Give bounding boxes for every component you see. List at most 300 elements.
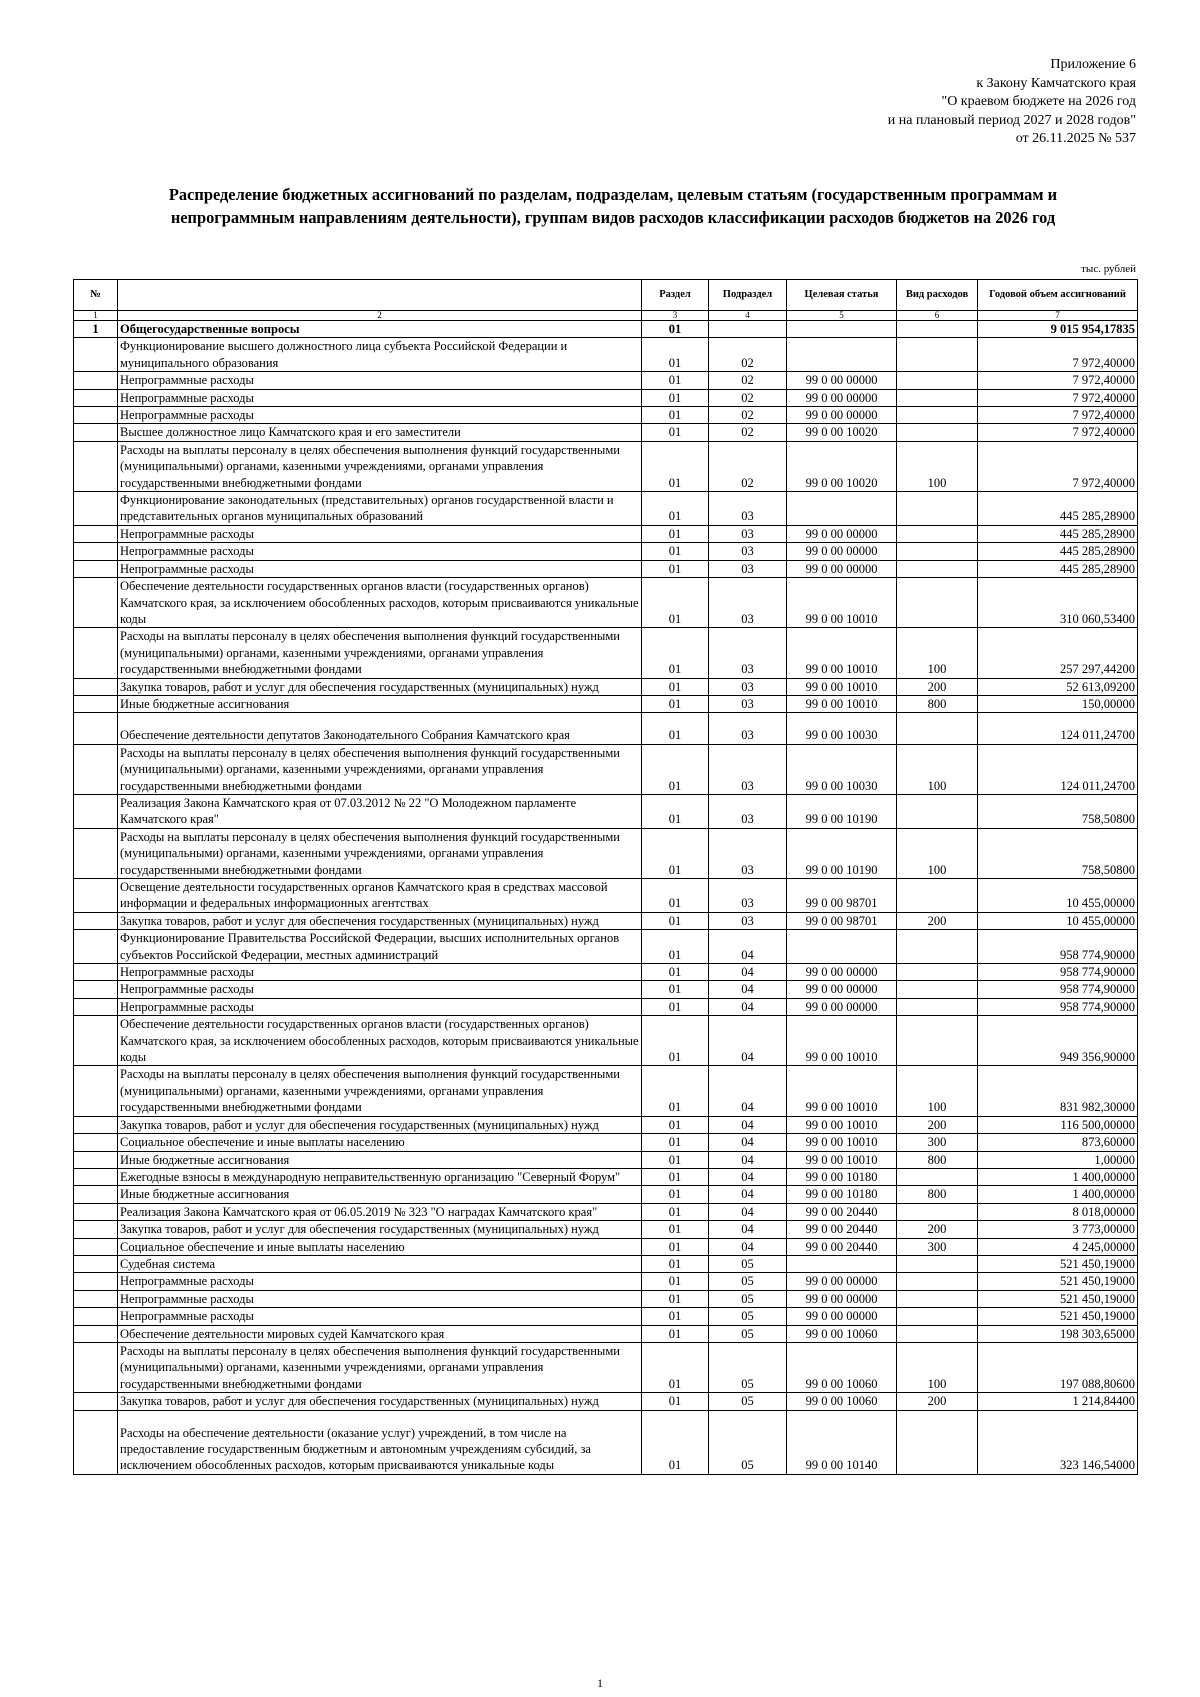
table-row bbox=[74, 1393, 1138, 1410]
row-number bbox=[74, 1134, 118, 1151]
table-row bbox=[74, 1273, 1138, 1290]
row-number bbox=[74, 1203, 118, 1220]
row-number bbox=[74, 1308, 118, 1325]
row-razdel: 01 bbox=[642, 1393, 709, 1410]
row-number bbox=[74, 1255, 118, 1272]
row-razdel: 01 bbox=[642, 407, 709, 424]
row-name: Закупка товаров, работ и услуг для обеспечения государственных (муниципальных) нужд bbox=[118, 912, 642, 929]
col-number: 6 bbox=[897, 311, 978, 321]
row-expense-type: 100 bbox=[897, 441, 978, 491]
table-row bbox=[74, 1410, 1138, 1474]
row-name: Непрограммные расходы bbox=[118, 998, 642, 1015]
row-amount: 1 214,84400 bbox=[978, 1393, 1138, 1410]
row-amount: 9 015 954,17835 bbox=[978, 321, 1138, 338]
row-expense-type bbox=[897, 1255, 978, 1272]
row-target: 99 0 00 10010 bbox=[787, 578, 897, 628]
row-razdel: 01 bbox=[642, 912, 709, 929]
row-name: Непрограммные расходы bbox=[118, 981, 642, 998]
row-podrazdel: 02 bbox=[709, 441, 787, 491]
row-name: Реализация Закона Камчатского края от 07.03.2012 № 22 "О Молодежном парламенте Камчатского края" bbox=[118, 794, 642, 828]
table-row bbox=[74, 1134, 1138, 1151]
row-expense-type bbox=[897, 1325, 978, 1342]
row-amount: 7 972,40000 bbox=[978, 372, 1138, 389]
row-razdel: 01 bbox=[642, 1168, 709, 1185]
table-row bbox=[74, 713, 1138, 744]
row-razdel: 01 bbox=[642, 1134, 709, 1151]
row-name: Расходы на выплаты персоналу в целях обеспечения выполнения функций государственными (муниципальными) органами, казенными учреждениями, органами управления государственными внебюджетными фондами bbox=[118, 628, 642, 678]
annex-line: от 26.11.2025 № 537 bbox=[1015, 131, 1136, 146]
table-row bbox=[74, 879, 1138, 913]
row-expense-type bbox=[897, 794, 978, 828]
row-number bbox=[74, 407, 118, 424]
table-row bbox=[74, 1221, 1138, 1238]
row-amount: 10 455,00000 bbox=[978, 879, 1138, 913]
row-target: 99 0 00 00000 bbox=[787, 543, 897, 560]
row-razdel: 01 bbox=[642, 1238, 709, 1255]
row-amount: 949 356,90000 bbox=[978, 1016, 1138, 1066]
row-number bbox=[74, 1342, 118, 1392]
row-number bbox=[74, 578, 118, 628]
row-razdel: 01 bbox=[642, 828, 709, 878]
row-name: Расходы на выплаты персоналу в целях обеспечения выполнения функций государственными (муниципальными) органами, казенными учреждениями, органами управления государственными внебюджетными фондами bbox=[118, 744, 642, 794]
row-expense-type bbox=[897, 407, 978, 424]
table-row bbox=[74, 1168, 1138, 1185]
row-expense-type: 200 bbox=[897, 1221, 978, 1238]
row-name: Закупка товаров, работ и услуг для обеспечения государственных (муниципальных) нужд bbox=[118, 1221, 642, 1238]
row-name: Расходы на выплаты персоналу в целях обеспечения выполнения функций государственными (муниципальными) органами, казенными учреждениями, органами управления государственными внебюджетными фондами bbox=[118, 1342, 642, 1392]
row-expense-type: 300 bbox=[897, 1238, 978, 1255]
row-expense-type: 100 bbox=[897, 628, 978, 678]
row-number bbox=[74, 1168, 118, 1185]
row-amount: 197 088,80600 bbox=[978, 1342, 1138, 1392]
row-target: 99 0 00 10010 bbox=[787, 1016, 897, 1066]
row-podrazdel: 05 bbox=[709, 1393, 787, 1410]
row-name: Непрограммные расходы bbox=[118, 543, 642, 560]
row-name: Непрограммные расходы bbox=[118, 1273, 642, 1290]
table-row bbox=[74, 678, 1138, 695]
row-target: 99 0 00 00000 bbox=[787, 1308, 897, 1325]
row-amount: 8 018,00000 bbox=[978, 1203, 1138, 1220]
table-row bbox=[74, 492, 1138, 526]
row-target: 99 0 00 00000 bbox=[787, 407, 897, 424]
table-row bbox=[74, 525, 1138, 542]
row-amount: 758,50800 bbox=[978, 794, 1138, 828]
row-podrazdel: 02 bbox=[709, 389, 787, 406]
row-expense-type bbox=[897, 543, 978, 560]
row-name: Непрограммные расходы bbox=[118, 407, 642, 424]
row-name: Закупка товаров, работ и услуг для обеспечения государственных (муниципальных) нужд bbox=[118, 678, 642, 695]
row-amount: 124 011,24700 bbox=[978, 744, 1138, 794]
row-razdel: 01 bbox=[642, 1203, 709, 1220]
row-name: Расходы на выплаты персоналу в целях обеспечения выполнения функций государственными (муниципальными) органами, казенными учреждениями, органами управления государственными внебюджетными фондами bbox=[118, 828, 642, 878]
row-expense-type: 100 bbox=[897, 828, 978, 878]
row-podrazdel: 04 bbox=[709, 1066, 787, 1116]
row-podrazdel: 03 bbox=[709, 525, 787, 542]
row-target: 99 0 00 00000 bbox=[787, 1290, 897, 1307]
table-row bbox=[74, 828, 1138, 878]
table-row bbox=[74, 578, 1138, 628]
row-number bbox=[74, 713, 118, 744]
row-number bbox=[74, 1016, 118, 1066]
row-razdel: 01 bbox=[642, 1290, 709, 1307]
row-razdel: 01 bbox=[642, 1342, 709, 1392]
table-row bbox=[74, 1238, 1138, 1255]
column-numbers-row bbox=[74, 311, 1138, 321]
row-expense-type: 200 bbox=[897, 1393, 978, 1410]
table-row bbox=[74, 560, 1138, 577]
row-target: 99 0 00 10010 bbox=[787, 1134, 897, 1151]
row-podrazdel: 03 bbox=[709, 543, 787, 560]
row-amount: 958 774,90000 bbox=[978, 964, 1138, 981]
row-number bbox=[74, 1290, 118, 1307]
col-number: 3 bbox=[642, 311, 709, 321]
row-target: 99 0 00 10190 bbox=[787, 794, 897, 828]
page-number: 1 bbox=[597, 1676, 603, 1690]
row-expense-type bbox=[897, 372, 978, 389]
row-name: Непрограммные расходы bbox=[118, 560, 642, 577]
row-expense-type bbox=[897, 578, 978, 628]
table-row bbox=[74, 1116, 1138, 1133]
row-amount: 445 285,28900 bbox=[978, 492, 1138, 526]
col-number: 7 bbox=[978, 311, 1138, 321]
row-name: Закупка товаров, работ и услуг для обеспечения государственных (муниципальных) нужд bbox=[118, 1393, 642, 1410]
table-row bbox=[74, 1186, 1138, 1203]
row-name: Реализация Закона Камчатского края от 06.05.2019 № 323 "О наградах Камчатского края" bbox=[118, 1203, 642, 1220]
row-name: Обеспечение деятельности мировых судей Камчатского края bbox=[118, 1325, 642, 1342]
row-podrazdel: 04 bbox=[709, 1203, 787, 1220]
row-name: Обеспечение деятельности депутатов Законодательного Собрания Камчатского края bbox=[118, 713, 642, 744]
row-razdel: 01 bbox=[642, 678, 709, 695]
row-podrazdel: 02 bbox=[709, 424, 787, 441]
row-number bbox=[74, 981, 118, 998]
table-row bbox=[74, 981, 1138, 998]
table-row bbox=[74, 1203, 1138, 1220]
row-podrazdel: 02 bbox=[709, 372, 787, 389]
row-podrazdel bbox=[709, 321, 787, 338]
row-amount: 10 455,00000 bbox=[978, 912, 1138, 929]
row-expense-type bbox=[897, 1016, 978, 1066]
row-amount: 52 613,09200 bbox=[978, 678, 1138, 695]
row-name: Обеспечение деятельности государственных органов власти (государственных органов) Камчатского края, за исключением обособленных расходов, которым присваиваются уникальные коды bbox=[118, 1016, 642, 1066]
row-razdel: 01 bbox=[642, 1116, 709, 1133]
table-row bbox=[74, 389, 1138, 406]
row-expense-type bbox=[897, 981, 978, 998]
row-target: 99 0 00 10010 bbox=[787, 1066, 897, 1116]
row-podrazdel: 02 bbox=[709, 407, 787, 424]
row-number bbox=[74, 492, 118, 526]
row-name: Закупка товаров, работ и услуг для обеспечения государственных (муниципальных) нужд bbox=[118, 1116, 642, 1133]
row-podrazdel: 05 bbox=[709, 1273, 787, 1290]
row-expense-type: 100 bbox=[897, 1066, 978, 1116]
col-header-amount: Годовой объем ассигнований bbox=[978, 280, 1138, 311]
row-target: 99 0 00 10010 bbox=[787, 628, 897, 678]
row-podrazdel: 05 bbox=[709, 1308, 787, 1325]
row-name: Непрограммные расходы bbox=[118, 1290, 642, 1307]
row-target: 99 0 00 98701 bbox=[787, 912, 897, 929]
row-razdel: 01 bbox=[642, 424, 709, 441]
row-target: 99 0 00 00000 bbox=[787, 372, 897, 389]
row-name: Непрограммные расходы bbox=[118, 1308, 642, 1325]
table-row bbox=[74, 695, 1138, 712]
row-razdel: 01 bbox=[642, 543, 709, 560]
row-expense-type bbox=[897, 1410, 978, 1474]
row-number bbox=[74, 525, 118, 542]
table-row bbox=[74, 1342, 1138, 1392]
row-name: Непрограммные расходы bbox=[118, 372, 642, 389]
row-podrazdel: 04 bbox=[709, 930, 787, 964]
row-podrazdel: 04 bbox=[709, 1221, 787, 1238]
row-podrazdel: 03 bbox=[709, 492, 787, 526]
units-label: тыс. рублей bbox=[1081, 263, 1136, 275]
row-amount: 310 060,53400 bbox=[978, 578, 1138, 628]
table-row bbox=[74, 964, 1138, 981]
col-header-target: Целевая статья bbox=[787, 280, 897, 311]
table-row bbox=[74, 441, 1138, 491]
row-amount: 958 774,90000 bbox=[978, 981, 1138, 998]
row-podrazdel: 03 bbox=[709, 912, 787, 929]
row-razdel: 01 bbox=[642, 389, 709, 406]
row-name: Высшее должностное лицо Камчатского края и его заместители bbox=[118, 424, 642, 441]
row-target bbox=[787, 1255, 897, 1272]
row-expense-type: 100 bbox=[897, 744, 978, 794]
row-target: 99 0 00 10180 bbox=[787, 1186, 897, 1203]
row-expense-type: 800 bbox=[897, 1151, 978, 1168]
table-row bbox=[74, 1325, 1138, 1342]
annex-line: "О краевом бюджете на 2026 год bbox=[941, 94, 1136, 109]
row-expense-type bbox=[897, 1290, 978, 1307]
row-target: 99 0 00 20440 bbox=[787, 1203, 897, 1220]
row-number bbox=[74, 912, 118, 929]
annex-line: к Закону Камчатского края bbox=[976, 75, 1136, 91]
row-expense-type bbox=[897, 998, 978, 1015]
row-expense-type bbox=[897, 338, 978, 372]
row-podrazdel: 03 bbox=[709, 578, 787, 628]
row-target: 99 0 00 10140 bbox=[787, 1410, 897, 1474]
row-amount: 7 972,40000 bbox=[978, 389, 1138, 406]
row-expense-type bbox=[897, 964, 978, 981]
row-expense-type bbox=[897, 1308, 978, 1325]
table-row bbox=[74, 407, 1138, 424]
row-target: 99 0 00 00000 bbox=[787, 389, 897, 406]
row-amount: 7 972,40000 bbox=[978, 424, 1138, 441]
annex-line: и на плановый период 2027 и 2028 годов" bbox=[887, 112, 1136, 128]
row-number bbox=[74, 560, 118, 577]
row-expense-type bbox=[897, 713, 978, 744]
row-target: 99 0 00 10030 bbox=[787, 713, 897, 744]
row-number bbox=[74, 744, 118, 794]
row-amount: 1 400,00000 bbox=[978, 1186, 1138, 1203]
table-row bbox=[74, 1016, 1138, 1066]
row-name: Непрограммные расходы bbox=[118, 525, 642, 542]
row-name: Функционирование Правительства Российской Федерации, высших исполнительных органов субъектов Российской Федерации, местных администраций bbox=[118, 930, 642, 964]
row-razdel: 01 bbox=[642, 321, 709, 338]
row-number bbox=[74, 998, 118, 1015]
table-row bbox=[74, 628, 1138, 678]
table-row bbox=[74, 744, 1138, 794]
row-amount: 4 245,00000 bbox=[978, 1238, 1138, 1255]
row-target bbox=[787, 321, 897, 338]
row-razdel: 01 bbox=[642, 695, 709, 712]
row-name: Ежегодные взносы в международную неправительственную организацию "Северный Форум" bbox=[118, 1168, 642, 1185]
row-amount: 257 297,44200 bbox=[978, 628, 1138, 678]
row-razdel: 01 bbox=[642, 578, 709, 628]
row-amount: 3 773,00000 bbox=[978, 1221, 1138, 1238]
row-number bbox=[74, 441, 118, 491]
row-target: 99 0 00 10010 bbox=[787, 695, 897, 712]
annex-line: Приложение 6 bbox=[1050, 57, 1136, 72]
table-row bbox=[74, 930, 1138, 964]
row-razdel: 01 bbox=[642, 492, 709, 526]
row-target: 99 0 00 10060 bbox=[787, 1393, 897, 1410]
row-number bbox=[74, 930, 118, 964]
row-name: Непрограммные расходы bbox=[118, 964, 642, 981]
row-razdel: 01 bbox=[642, 713, 709, 744]
row-expense-type bbox=[897, 424, 978, 441]
row-expense-type bbox=[897, 930, 978, 964]
row-number bbox=[74, 1393, 118, 1410]
row-razdel: 01 bbox=[642, 1151, 709, 1168]
row-number bbox=[74, 424, 118, 441]
row-podrazdel: 03 bbox=[709, 713, 787, 744]
row-expense-type bbox=[897, 525, 978, 542]
row-target bbox=[787, 930, 897, 964]
row-target: 99 0 00 10010 bbox=[787, 678, 897, 695]
row-podrazdel: 05 bbox=[709, 1290, 787, 1307]
row-target: 99 0 00 10020 bbox=[787, 441, 897, 491]
col-header-razdel: Раздел bbox=[642, 280, 709, 311]
table-row bbox=[74, 1066, 1138, 1116]
row-amount: 758,50800 bbox=[978, 828, 1138, 878]
row-expense-type bbox=[897, 560, 978, 577]
row-podrazdel: 05 bbox=[709, 1255, 787, 1272]
row-name: Иные бюджетные ассигнования bbox=[118, 695, 642, 712]
row-amount: 1 400,00000 bbox=[978, 1168, 1138, 1185]
row-podrazdel: 03 bbox=[709, 628, 787, 678]
row-razdel: 01 bbox=[642, 628, 709, 678]
row-razdel: 01 bbox=[642, 964, 709, 981]
row-target: 99 0 00 10180 bbox=[787, 1168, 897, 1185]
row-target: 99 0 00 10010 bbox=[787, 1151, 897, 1168]
row-podrazdel: 03 bbox=[709, 794, 787, 828]
row-amount: 521 450,19000 bbox=[978, 1308, 1138, 1325]
row-amount: 7 972,40000 bbox=[978, 407, 1138, 424]
table-row bbox=[74, 424, 1138, 441]
row-target: 99 0 00 00000 bbox=[787, 525, 897, 542]
row-amount: 1,00000 bbox=[978, 1151, 1138, 1168]
row-amount: 116 500,00000 bbox=[978, 1116, 1138, 1133]
row-expense-type: 200 bbox=[897, 678, 978, 695]
row-name: Общегосударственные вопросы bbox=[118, 321, 642, 338]
row-target bbox=[787, 492, 897, 526]
row-name: Освещение деятельности государственных органов Камчатского края в средствах массовой информации и федеральных информационных агентствах bbox=[118, 879, 642, 913]
row-amount: 198 303,65000 bbox=[978, 1325, 1138, 1342]
row-number bbox=[74, 964, 118, 981]
row-razdel: 01 bbox=[642, 1255, 709, 1272]
row-podrazdel: 04 bbox=[709, 1116, 787, 1133]
annex-block bbox=[888, 56, 1136, 149]
row-number bbox=[74, 879, 118, 913]
document-title: Распределение бюджетных ассигнований по разделам, подразделам, целевым статьям (государственным программам и непрограммным направлениям деятельности), группам видов расходов классификации расходов бюджетов на 2026 год bbox=[168, 185, 1058, 227]
row-number bbox=[74, 1325, 118, 1342]
row-target: 99 0 00 98701 bbox=[787, 879, 897, 913]
row-amount: 150,00000 bbox=[978, 695, 1138, 712]
row-number bbox=[74, 1273, 118, 1290]
row-razdel: 01 bbox=[642, 441, 709, 491]
row-amount: 445 285,28900 bbox=[978, 543, 1138, 560]
row-podrazdel: 02 bbox=[709, 338, 787, 372]
col-header-expense-type: Вид расходов bbox=[897, 280, 978, 311]
row-target: 99 0 00 00000 bbox=[787, 1273, 897, 1290]
row-number bbox=[74, 1151, 118, 1168]
row-amount: 323 146,54000 bbox=[978, 1410, 1138, 1474]
row-podrazdel: 04 bbox=[709, 998, 787, 1015]
row-razdel: 01 bbox=[642, 1186, 709, 1203]
row-razdel: 01 bbox=[642, 1325, 709, 1342]
row-amount: 521 450,19000 bbox=[978, 1255, 1138, 1272]
row-target: 99 0 00 00000 bbox=[787, 998, 897, 1015]
row-razdel: 01 bbox=[642, 560, 709, 577]
row-name: Расходы на обеспечение деятельности (оказание услуг) учреждений, в том числе на предоставление государственным бюджетным и автономным учреждениям субсидий, за исключением обособленных расходов, которым присваиваются уникальные коды bbox=[118, 1410, 642, 1474]
row-number bbox=[74, 543, 118, 560]
row-target: 99 0 00 10030 bbox=[787, 744, 897, 794]
row-expense-type: 800 bbox=[897, 695, 978, 712]
row-expense-type: 200 bbox=[897, 912, 978, 929]
row-target: 99 0 00 00000 bbox=[787, 964, 897, 981]
row-podrazdel: 03 bbox=[709, 744, 787, 794]
row-target: 99 0 00 10020 bbox=[787, 424, 897, 441]
row-razdel: 01 bbox=[642, 930, 709, 964]
row-name: Иные бюджетные ассигнования bbox=[118, 1151, 642, 1168]
row-target: 99 0 00 10010 bbox=[787, 1116, 897, 1133]
col-number: 2 bbox=[118, 311, 642, 321]
row-name: Судебная система bbox=[118, 1255, 642, 1272]
row-number bbox=[74, 338, 118, 372]
row-podrazdel: 04 bbox=[709, 1168, 787, 1185]
row-razdel: 01 bbox=[642, 1308, 709, 1325]
col-header-number: № bbox=[74, 280, 118, 311]
row-razdel: 01 bbox=[642, 879, 709, 913]
row-expense-type bbox=[897, 492, 978, 526]
col-number: 4 bbox=[709, 311, 787, 321]
table-row bbox=[74, 543, 1138, 560]
table-row bbox=[74, 321, 1138, 338]
row-number bbox=[74, 389, 118, 406]
row-razdel: 01 bbox=[642, 1221, 709, 1238]
row-razdel: 01 bbox=[642, 372, 709, 389]
row-amount: 124 011,24700 bbox=[978, 713, 1138, 744]
row-expense-type: 300 bbox=[897, 1134, 978, 1151]
row-expense-type bbox=[897, 1273, 978, 1290]
row-expense-type: 100 bbox=[897, 1342, 978, 1392]
table-row bbox=[74, 1308, 1138, 1325]
row-amount: 873,60000 bbox=[978, 1134, 1138, 1151]
table-row bbox=[74, 372, 1138, 389]
row-target: 99 0 00 20440 bbox=[787, 1238, 897, 1255]
row-number bbox=[74, 695, 118, 712]
row-podrazdel: 04 bbox=[709, 1151, 787, 1168]
row-target: 99 0 00 20440 bbox=[787, 1221, 897, 1238]
row-number: 1 bbox=[74, 321, 118, 338]
row-podrazdel: 04 bbox=[709, 1238, 787, 1255]
table-row bbox=[74, 338, 1138, 372]
row-amount: 521 450,19000 bbox=[978, 1273, 1138, 1290]
col-header-name bbox=[118, 280, 642, 311]
row-number bbox=[74, 828, 118, 878]
row-number bbox=[74, 628, 118, 678]
row-expense-type bbox=[897, 389, 978, 406]
row-razdel: 01 bbox=[642, 981, 709, 998]
row-razdel: 01 bbox=[642, 744, 709, 794]
